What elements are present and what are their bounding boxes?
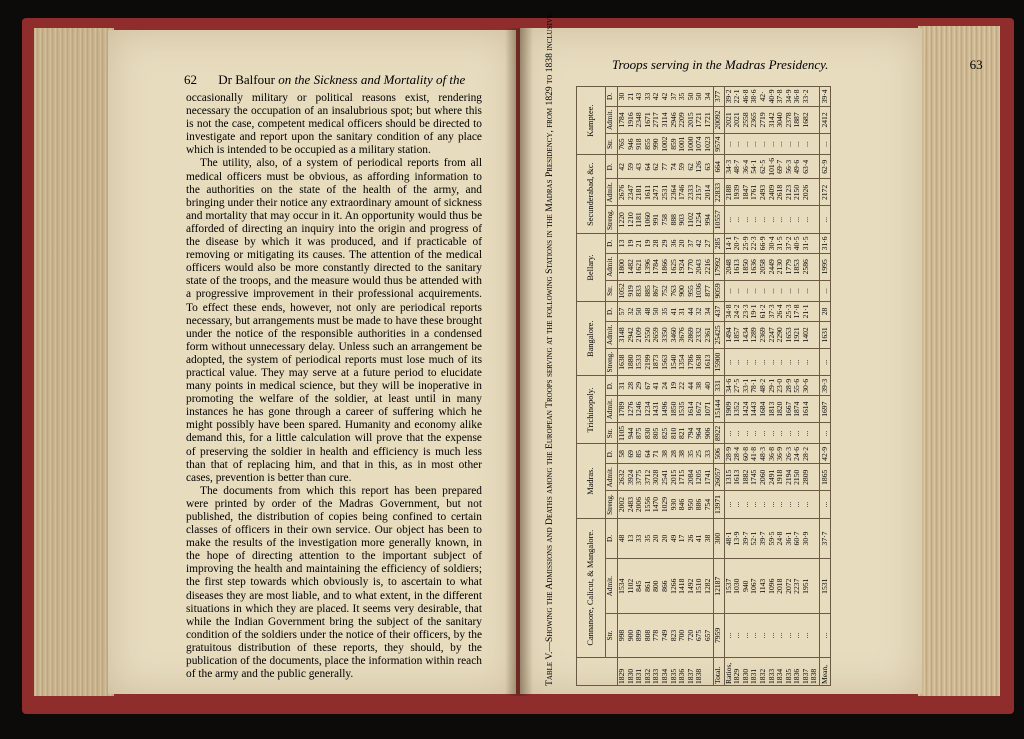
- table-cell: 1638 1880 1533 2199 1873 1563 1540 1354 1786 1638 1613: [618, 348, 714, 376]
- total-row: [713, 87, 724, 686]
- mean-cell: 2172: [820, 179, 831, 206]
- mean-cell: 62·9: [820, 155, 831, 179]
- mean-cell: 37·7: [820, 518, 831, 558]
- page-edges-left: [34, 28, 114, 696]
- mean-cell: 2412: [820, 106, 831, 133]
- table-cell: 2676 2347 2181 1611 2471 2531 2364 1746 2333 2157 2014: [618, 179, 714, 206]
- total-cell: 9574: [713, 133, 724, 154]
- mean-cell: ...: [820, 133, 831, 154]
- ratio-cell: ... ... ... ... ... ... ... ... ... ...: [724, 491, 820, 519]
- ratio-cell: ... ... ... ... ... ... ... ... ... ...: [724, 348, 820, 376]
- column-header: Admit.: [606, 396, 618, 423]
- ratio-cell: ... ... ... ... ... ... ... ... ... ...: [724, 280, 820, 301]
- left-page-number: 62: [184, 72, 197, 87]
- mean-cell: 39·4: [820, 87, 831, 107]
- ratio-cell: 1909 1352 1424 1443 1684 1813 1820 1667 1874 1614: [724, 396, 820, 423]
- table-caption: Table V.—Showing the Admissions and Deaths among the European Troops serving at the following Stations in the Madras Presidency, from 1829 to 1838 inclusive.: [544, 11, 555, 686]
- ratio-years: [724, 657, 820, 685]
- ratio-cell: 34·8 24·2 23·3 19·1 61·2 37·3 26·4 25·3 17·8 21·1: [724, 302, 820, 322]
- column-header: D.: [606, 87, 618, 107]
- table-cell: 1789 1276 1246 1234 1431 1496 1850 1535 1614 1672 1071: [618, 396, 714, 423]
- ratio-cell: 34·6 27·5 33·1 78·1 48·2 29·1 23·0 28·9 55·6 30·6: [724, 376, 820, 396]
- ratio-cell: 48·1 13·9 39·7 52·1 39·7 59·5 24·8 36·1 60·7 30·9: [724, 518, 820, 558]
- column-header: D.: [606, 376, 618, 396]
- column-header: Str.: [606, 133, 618, 154]
- table-cell: 57 32 50 48 50 35 41 31 44 32 34: [618, 302, 714, 322]
- page-edges-right: [918, 26, 1000, 696]
- ratio-cell: 39·2 22·1 46·8 38·6 42· 40·9 37·8 34·9 36·8 33·2: [724, 87, 820, 107]
- mean-cell: ...: [820, 614, 831, 657]
- ratio-cell: 28·9 28·4 60·8 41·8 48·3 36·8 36·9 26·3 24·6 28·2: [724, 444, 820, 464]
- station-header: Madras.: [577, 444, 606, 518]
- total-cell: 7959: [713, 614, 724, 657]
- table-cell: 3148 2942 2109 2550 2659 3350 3460 3676 2869 2332 2361: [618, 321, 714, 348]
- column-header: D.: [606, 444, 618, 464]
- table-cell: 42 59 43 64 62 77 74 59 62 126 63: [618, 155, 714, 179]
- year-list: 1829 1830 1831 1832 1833 1834 1835 1836 1837 1838: [618, 657, 714, 685]
- ratio-cell: 1315 1613 1882 1745 2060 2491 1918 2194 2150 2809: [724, 464, 820, 491]
- table-cell: 13 19 21 19 28 29 36 20 37 42 27: [618, 234, 714, 254]
- mortality-table: [576, 86, 831, 686]
- table-cell: 48 13 33 35 20 20 49 17 26 41 38: [618, 518, 714, 558]
- mean-cell: ...: [820, 491, 831, 519]
- book-gutter: [505, 28, 533, 696]
- total-cell: 285: [713, 234, 724, 254]
- ratio-cell: 1537 1030 940 1067 1143 1096 2018 2072 2237 1951: [724, 559, 820, 614]
- total-cell: 9059: [713, 280, 724, 301]
- year-header: [577, 657, 618, 685]
- total-cell: 300: [713, 518, 724, 558]
- column-header: Str.: [606, 423, 618, 444]
- column-header: Str.: [606, 280, 618, 301]
- column-header: D.: [606, 155, 618, 179]
- ratio-cell: 2188 1939 1847 1761 2493 2409 2618 2123 2150 2026: [724, 179, 820, 206]
- column-header: Streng.: [606, 491, 618, 519]
- station-header: Trichinopoly.: [577, 376, 606, 444]
- column-header: Str.: [606, 614, 618, 657]
- ratio-cell: ... ... ... ... ... ... ... ... ... ...: [724, 133, 820, 154]
- mean-cell: 1865: [820, 464, 831, 491]
- mean-cell: ...: [820, 348, 831, 376]
- total-label: Total.: [713, 657, 724, 685]
- paragraph: The documents from which this report has been prepared were printed by order of the Madras Government, but not published, the distribution of copies being confined to certain classes of officers in their own service. Our object has been to make the results of the investigation more generally known, in the hope of directing attention to the important subject of improving the health and maintaining the efficiency of soldiers; the first step towards which obviously is, to ascertain to what diseases they are most liable, and to what extent, in the different situations in which they are placed. It seems very desirable, that while the Indian Government bring the subject of the sanitary condition of the soldiers under the notice of their officers, by the gratuitous distribution of these reports, they should, by the publication of the documents, place the information within reach of the army and the public generally.: [186, 484, 482, 681]
- column-header: Streng.: [606, 348, 618, 376]
- table-cell: 2002 2483 2006 1556 1470 1029 930 846 950 886 754: [618, 491, 714, 519]
- left-running-head: [184, 72, 465, 88]
- mean-cell: ...: [820, 280, 831, 301]
- total-cell: 331: [713, 376, 724, 396]
- total-cell: 26057: [713, 464, 724, 491]
- left-body-text: [186, 92, 482, 681]
- ratio-cell: 14·1 20·7 25·9 22·3 66·9 30·4 31·5 37·2 40·5 31·5: [724, 234, 820, 254]
- station-header: Secunderabad, &c.: [577, 155, 606, 234]
- column-header: Admit.: [606, 253, 618, 280]
- table-cell: 1052 919 833 885 867 752 763 900 955 1036 877: [618, 280, 714, 301]
- paragraph: occasionally military or political reasons exist, rendering necessary the occupation of an insalubrious spot; but where this is not the case, competent medical officers should be directed to investigate and report upon the sanitary condition of any place which is intended to be occupied as a military station.: [186, 92, 482, 157]
- mean-row: [820, 87, 831, 686]
- column-header: Streng.: [606, 206, 618, 234]
- total-cell: 8922: [713, 423, 724, 444]
- total-cell: 13971: [713, 491, 724, 519]
- table-cell: 1784 1916 2348 1671 2717 3114 2946 2209 2015 1721 1721: [618, 106, 714, 133]
- mean-cell: 31·6: [820, 234, 831, 254]
- table-cell: 31 28 29 67 41 24 19 22 44 38 40: [618, 376, 714, 396]
- running-head-text: Troops serving in the Madras Presidency.: [612, 57, 829, 72]
- total-cell: 506: [713, 444, 724, 464]
- station-header: Kamptee.: [577, 87, 606, 155]
- station-header: Cannanore, Calicut, & Mangalore.: [577, 518, 606, 657]
- total-cell: 437: [713, 302, 724, 322]
- column-header: D.: [606, 518, 618, 558]
- table-cell: 30 21 43 33 42 42 37 35 50 50 34: [618, 87, 714, 107]
- running-head-title: on the Sickness and Mortality of the: [278, 72, 466, 87]
- column-header: Admit.: [606, 559, 618, 614]
- column-header: Admit.: [606, 179, 618, 206]
- running-head-author: Dr Balfour: [218, 72, 275, 87]
- total-cell: 25425: [713, 321, 724, 348]
- table-cell: 1105 944 875 830 805 825 810 821 794 964 906: [618, 423, 714, 444]
- column-header: D.: [606, 234, 618, 254]
- mean-label: Mean,: [820, 657, 831, 685]
- column-header: Admit.: [606, 321, 618, 348]
- total-cell: 12187: [713, 559, 724, 614]
- total-cell: 377: [713, 87, 724, 107]
- station-header: Bangalore.: [577, 302, 606, 376]
- ratio-cell: 1494 1857 1434 1289 2369 2247 2290 1653 1921 1402: [724, 321, 820, 348]
- ratio-year-list: 1829 1830 1831 1832 1833 1834 1835 1836 1837 1838: [732, 668, 819, 684]
- table-cell: 765 946 918 855 990 1002 859 1001 1000 1074 1023: [618, 133, 714, 154]
- ratios-row: [724, 87, 820, 686]
- mean-cell: 28: [820, 302, 831, 322]
- table-cell: 58 69 85 64 71 38 28 38 35 25 33: [618, 444, 714, 464]
- table-cell: 1220 1210 1181 1060 991 758 888 903 1102 1254 994: [618, 206, 714, 234]
- ratio-cell: 2021 2021 2558 2365 2719 3142 3040 2378 1887 1682: [724, 106, 820, 133]
- mean-cell: 1531: [820, 559, 831, 614]
- ratios-label: Ratios,: [723, 662, 733, 684]
- column-header: Admit.: [606, 106, 618, 133]
- total-cell: 22833: [713, 179, 724, 206]
- column-header: Admit.: [606, 464, 618, 491]
- ratio-cell: ... ... ... ... ... ... ... ... ... ...: [724, 614, 820, 657]
- table-cell: 2632 3924 3775 3712 3028 2541 2015 1715 2084 1205 1741: [618, 464, 714, 491]
- mean-cell: ...: [820, 206, 831, 234]
- mean-cell: 39·3: [820, 376, 831, 396]
- ratio-cell: ... ... ... ... ... ... ... ... ... ...: [724, 206, 820, 234]
- ratio-cell: ... ... ... ... ... ... ... ... ... ...: [724, 423, 820, 444]
- mean-cell: 42·9: [820, 444, 831, 464]
- mean-cell: 1697: [820, 396, 831, 423]
- right-page-number: 63: [969, 57, 983, 72]
- station-header: Bellary.: [577, 234, 606, 302]
- table-cell: 998 900 899 808 778 749 823 700 720 675 657: [618, 614, 714, 657]
- mean-cell: 1995: [820, 253, 831, 280]
- table-cell: 1800 1482 1621 1396 1784 1866 1625 1924 1770 2043 2216: [618, 253, 714, 280]
- total-cell: 17992: [713, 253, 724, 280]
- total-cell: 664: [713, 155, 724, 179]
- ratio-cell: 2048 1613 1850 1636 2058 2449 2130 1779 1853 2586: [724, 253, 820, 280]
- mean-cell: 1631: [820, 321, 831, 348]
- total-cell: 20092: [713, 106, 724, 133]
- total-cell: 10557: [713, 206, 724, 234]
- total-cell: 15144: [713, 396, 724, 423]
- right-running-head: [612, 57, 983, 73]
- table-cell: 1534 1102 845 861 800 866 1266 1418 1492 1510 1282: [618, 559, 714, 614]
- paragraph: The utility, also, of a system of periodical reports from all medical officers must be obvious, as affording information to the authorities on the state of the health of the army, and bringing under their notice any extraordinary amount of sickness and mortality that may occur in it. An opportunity would thus be afforded of directing an inquiry into the origin and progress of the disease by which it was produced, and if practicable of removing or mitigating its causes. The attention of the medical officers would also be more constantly directed to the sanitary state of the troops, and the measure would thus be attended with a progressive improvement in their professional acquirements. To effect these ends, however, not only are periodical reports necessary, but arrangements must be made to have these brought under the notice of the responsible authorities in a condensed form without unnecessary delay. Unless such an arrangement be adopted, the system of periodical reports must lose much of its practical value. They may serve at a future period to elucidate many points in medical science, but they will be inoperative in promoting the welfare of the soldier, at least until in many instances he has gone through a career of suffering which he might possibly have been spared. Humanity and economy alike demand this, for a little calculation will prove that the expense of preserving the soldier in health and efficiency is much less than that of replacing him, and that in this, as in most other cases, prevention is better than cure.: [186, 157, 482, 484]
- year-rows: [618, 87, 714, 686]
- ratio-cell: 34·3 48·7 36·4 54·1 62·5 101·6 69·7 56·3 49·6 63·4: [724, 155, 820, 179]
- column-header: D.: [606, 302, 618, 322]
- mean-cell: ...: [820, 423, 831, 444]
- total-cell: 15900: [713, 348, 724, 376]
